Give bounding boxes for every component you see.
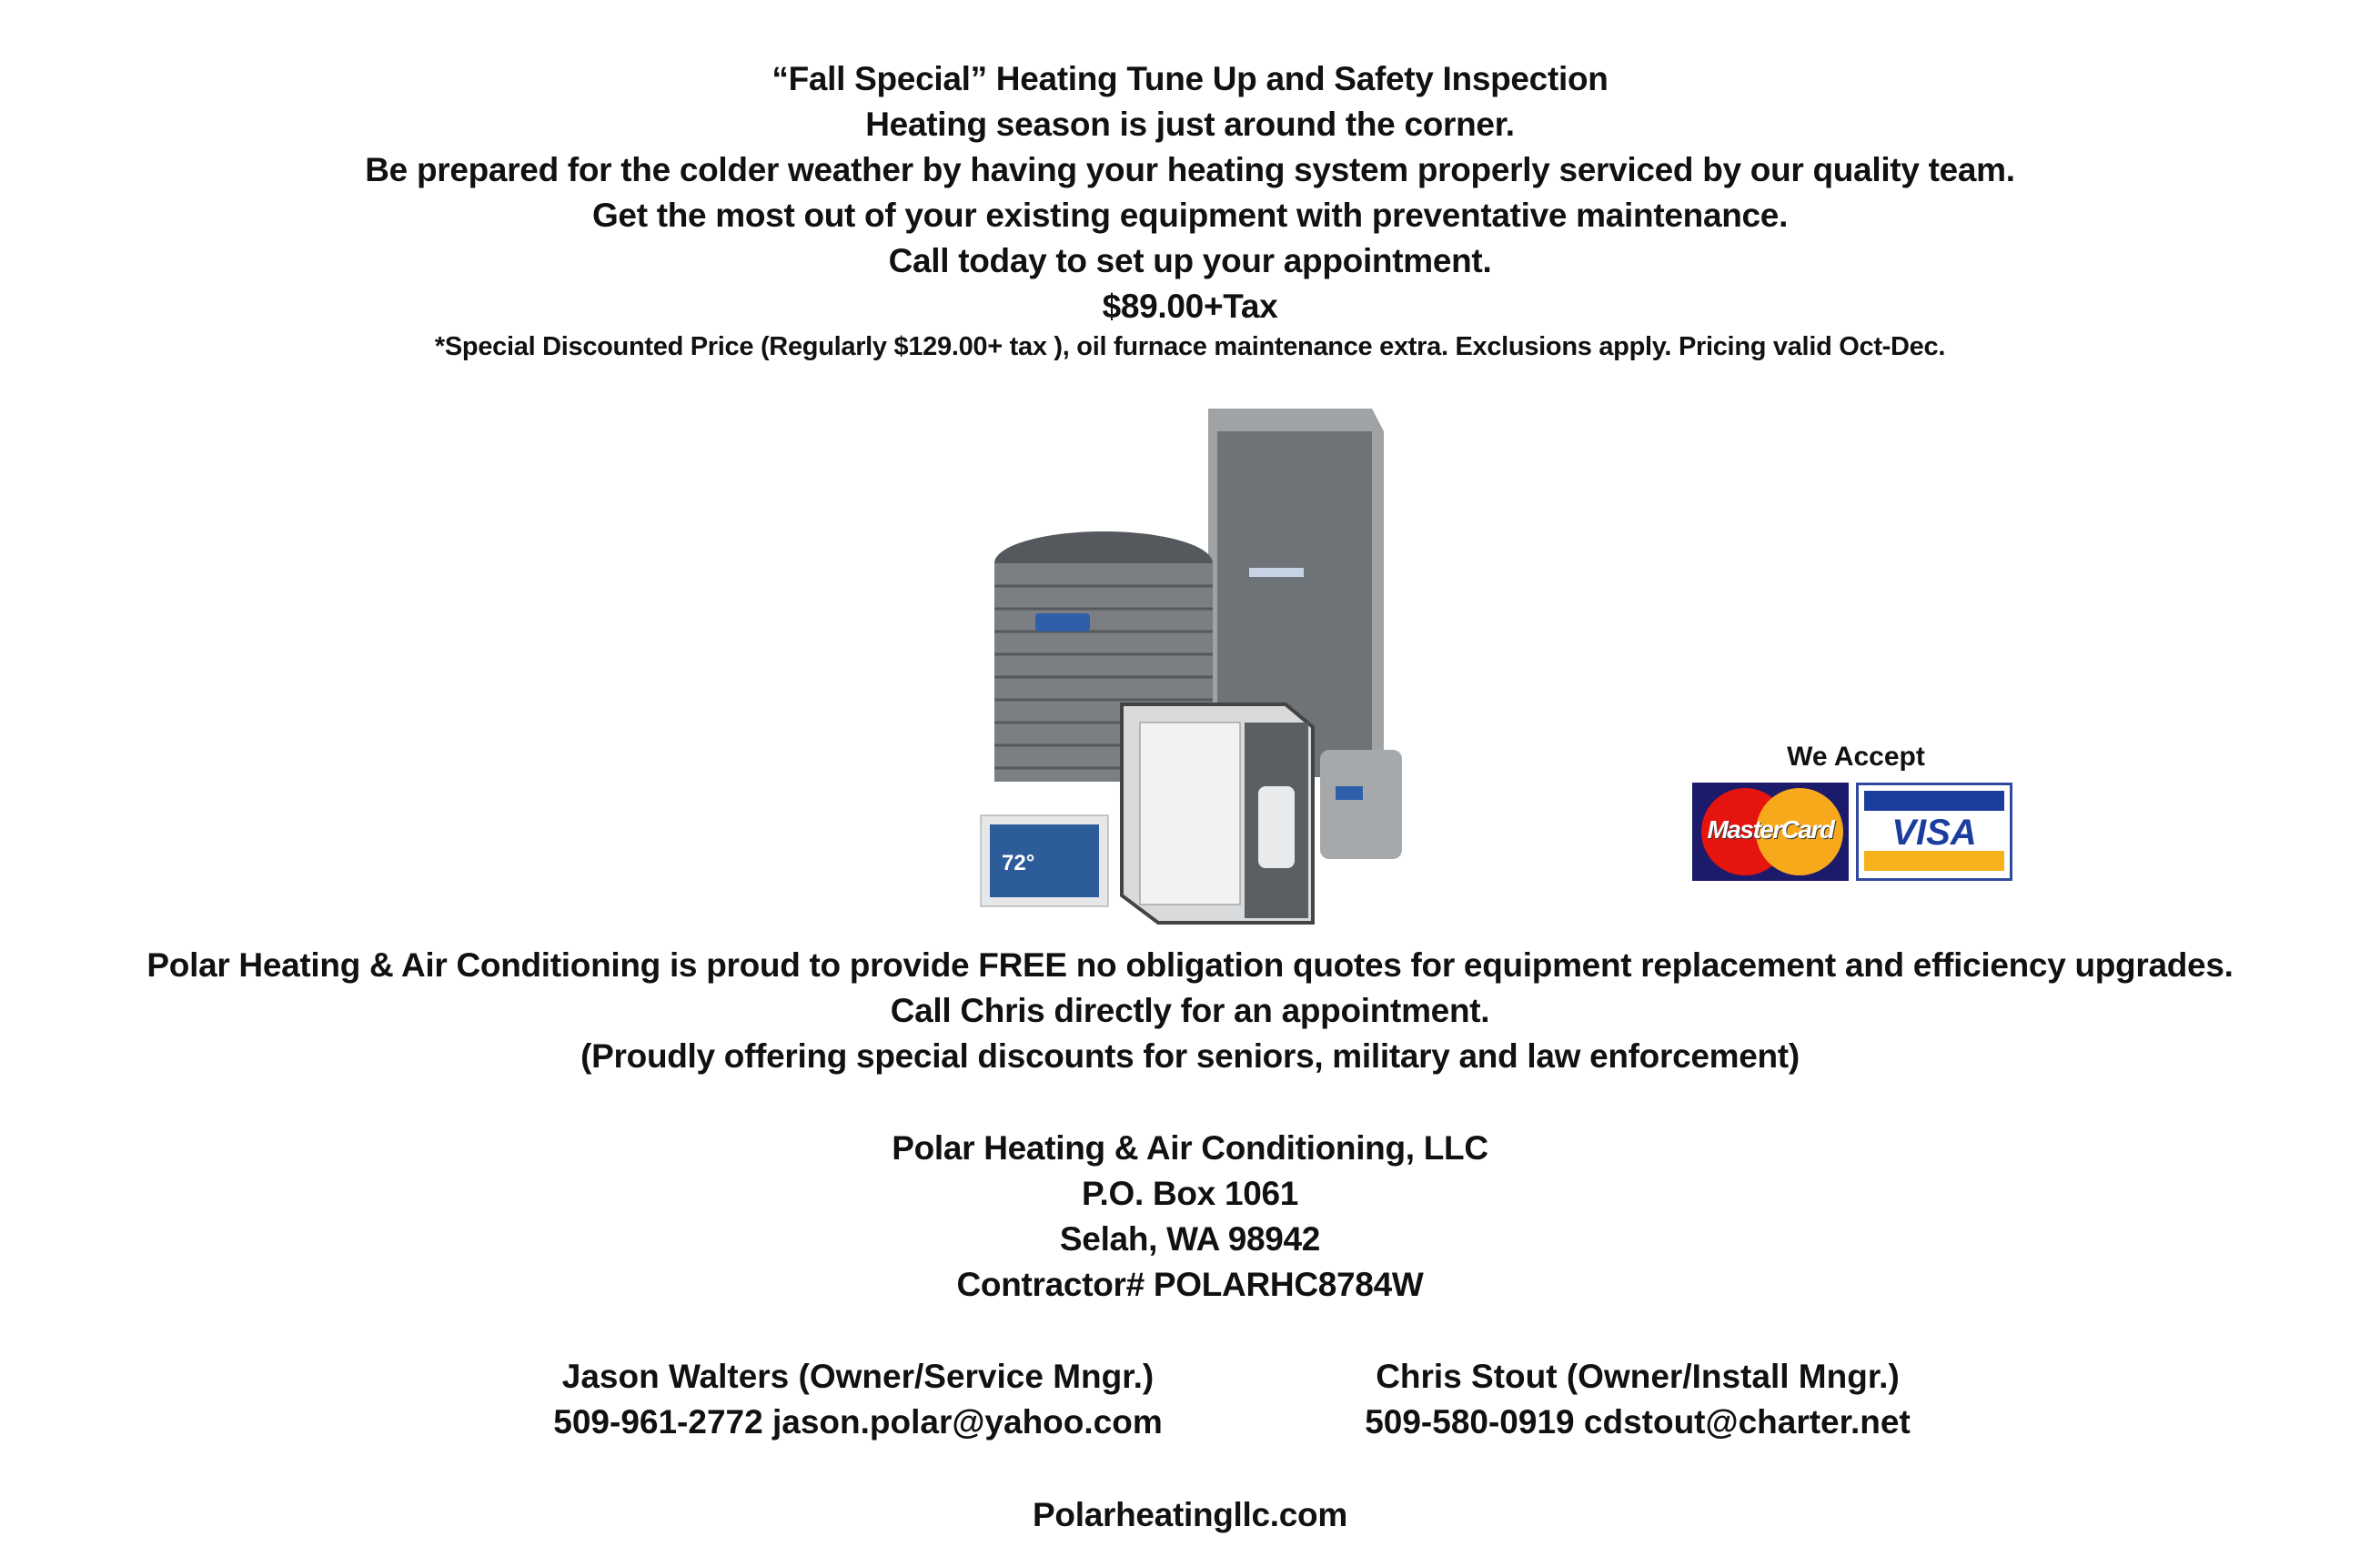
mastercard-text: MasterCard (1707, 815, 1834, 844)
contact-name: Chris Stout (Owner/Install Mngr.) (1376, 1358, 1900, 1395)
company-po-box: P.O. Box 1061 (1081, 1175, 1299, 1212)
company-name: Polar Heating & Air Conditioning, LLC (892, 1129, 1488, 1167)
we-accept-label: We Accept (1787, 742, 1925, 772)
contact-details: 509-961-2772 jason.polar@yahoo.com (553, 1403, 1163, 1441)
hvac-equipment-image (976, 404, 1431, 932)
visa-text: VISA (1891, 813, 1977, 853)
call-text: Call Chris directly for an appointment. (890, 992, 1490, 1029)
offer-line-2: Be prepared for the colder weather by having your heating system properly serviced by our quality team. (365, 151, 2015, 188)
humidifier (1320, 750, 1402, 859)
contact-jason (494, 1354, 1222, 1445)
contractor-number: Contractor# POLARHC8784W (956, 1266, 1424, 1303)
thermostat-reading: 72° (1002, 851, 1035, 875)
contact-details: 509-580-0919 cdstout@charter.net (1365, 1403, 1911, 1441)
offer-price: $89.00+Tax (1102, 288, 1278, 325)
payment-methods (1692, 737, 2020, 881)
company-city: Selah, WA 98942 (1059, 1220, 1321, 1258)
offer-title: “Fall Special” Heating Tune Up and Safety Inspection (771, 60, 1609, 97)
offer-line-3: Get the most out of your existing equipment with preventative maintenance. (591, 197, 1789, 234)
discounts-text: (Proudly offering special discounts for seniors, military and law enforcement) (580, 1037, 1800, 1075)
air-cleaner (1122, 704, 1313, 923)
contact-chris (1274, 1354, 2002, 1445)
quotes-text: Polar Heating & Air Conditioning is proud to provide FREE no obligation quotes for equipment replacement and efficiency upgrades. (146, 946, 2234, 984)
website-link[interactable]: Polarheatingllc.com (1033, 1496, 1347, 1533)
mastercard-logo (1692, 783, 1849, 881)
offer-line-4: Call today to set up your appointment. (888, 242, 1492, 279)
thermostat (981, 815, 1108, 906)
visa-logo (1856, 783, 2012, 881)
offer-footnote: *Special Discounted Price (Regularly $129.00+ tax ), oil furnace maintenance extra. Exclusions apply. Pricing valid Oct-Dec. (434, 332, 1946, 361)
offer-line-1: Heating season is just around the corner. (865, 106, 1515, 143)
contact-name: Jason Walters (Owner/Service Mngr.) (561, 1358, 1155, 1395)
